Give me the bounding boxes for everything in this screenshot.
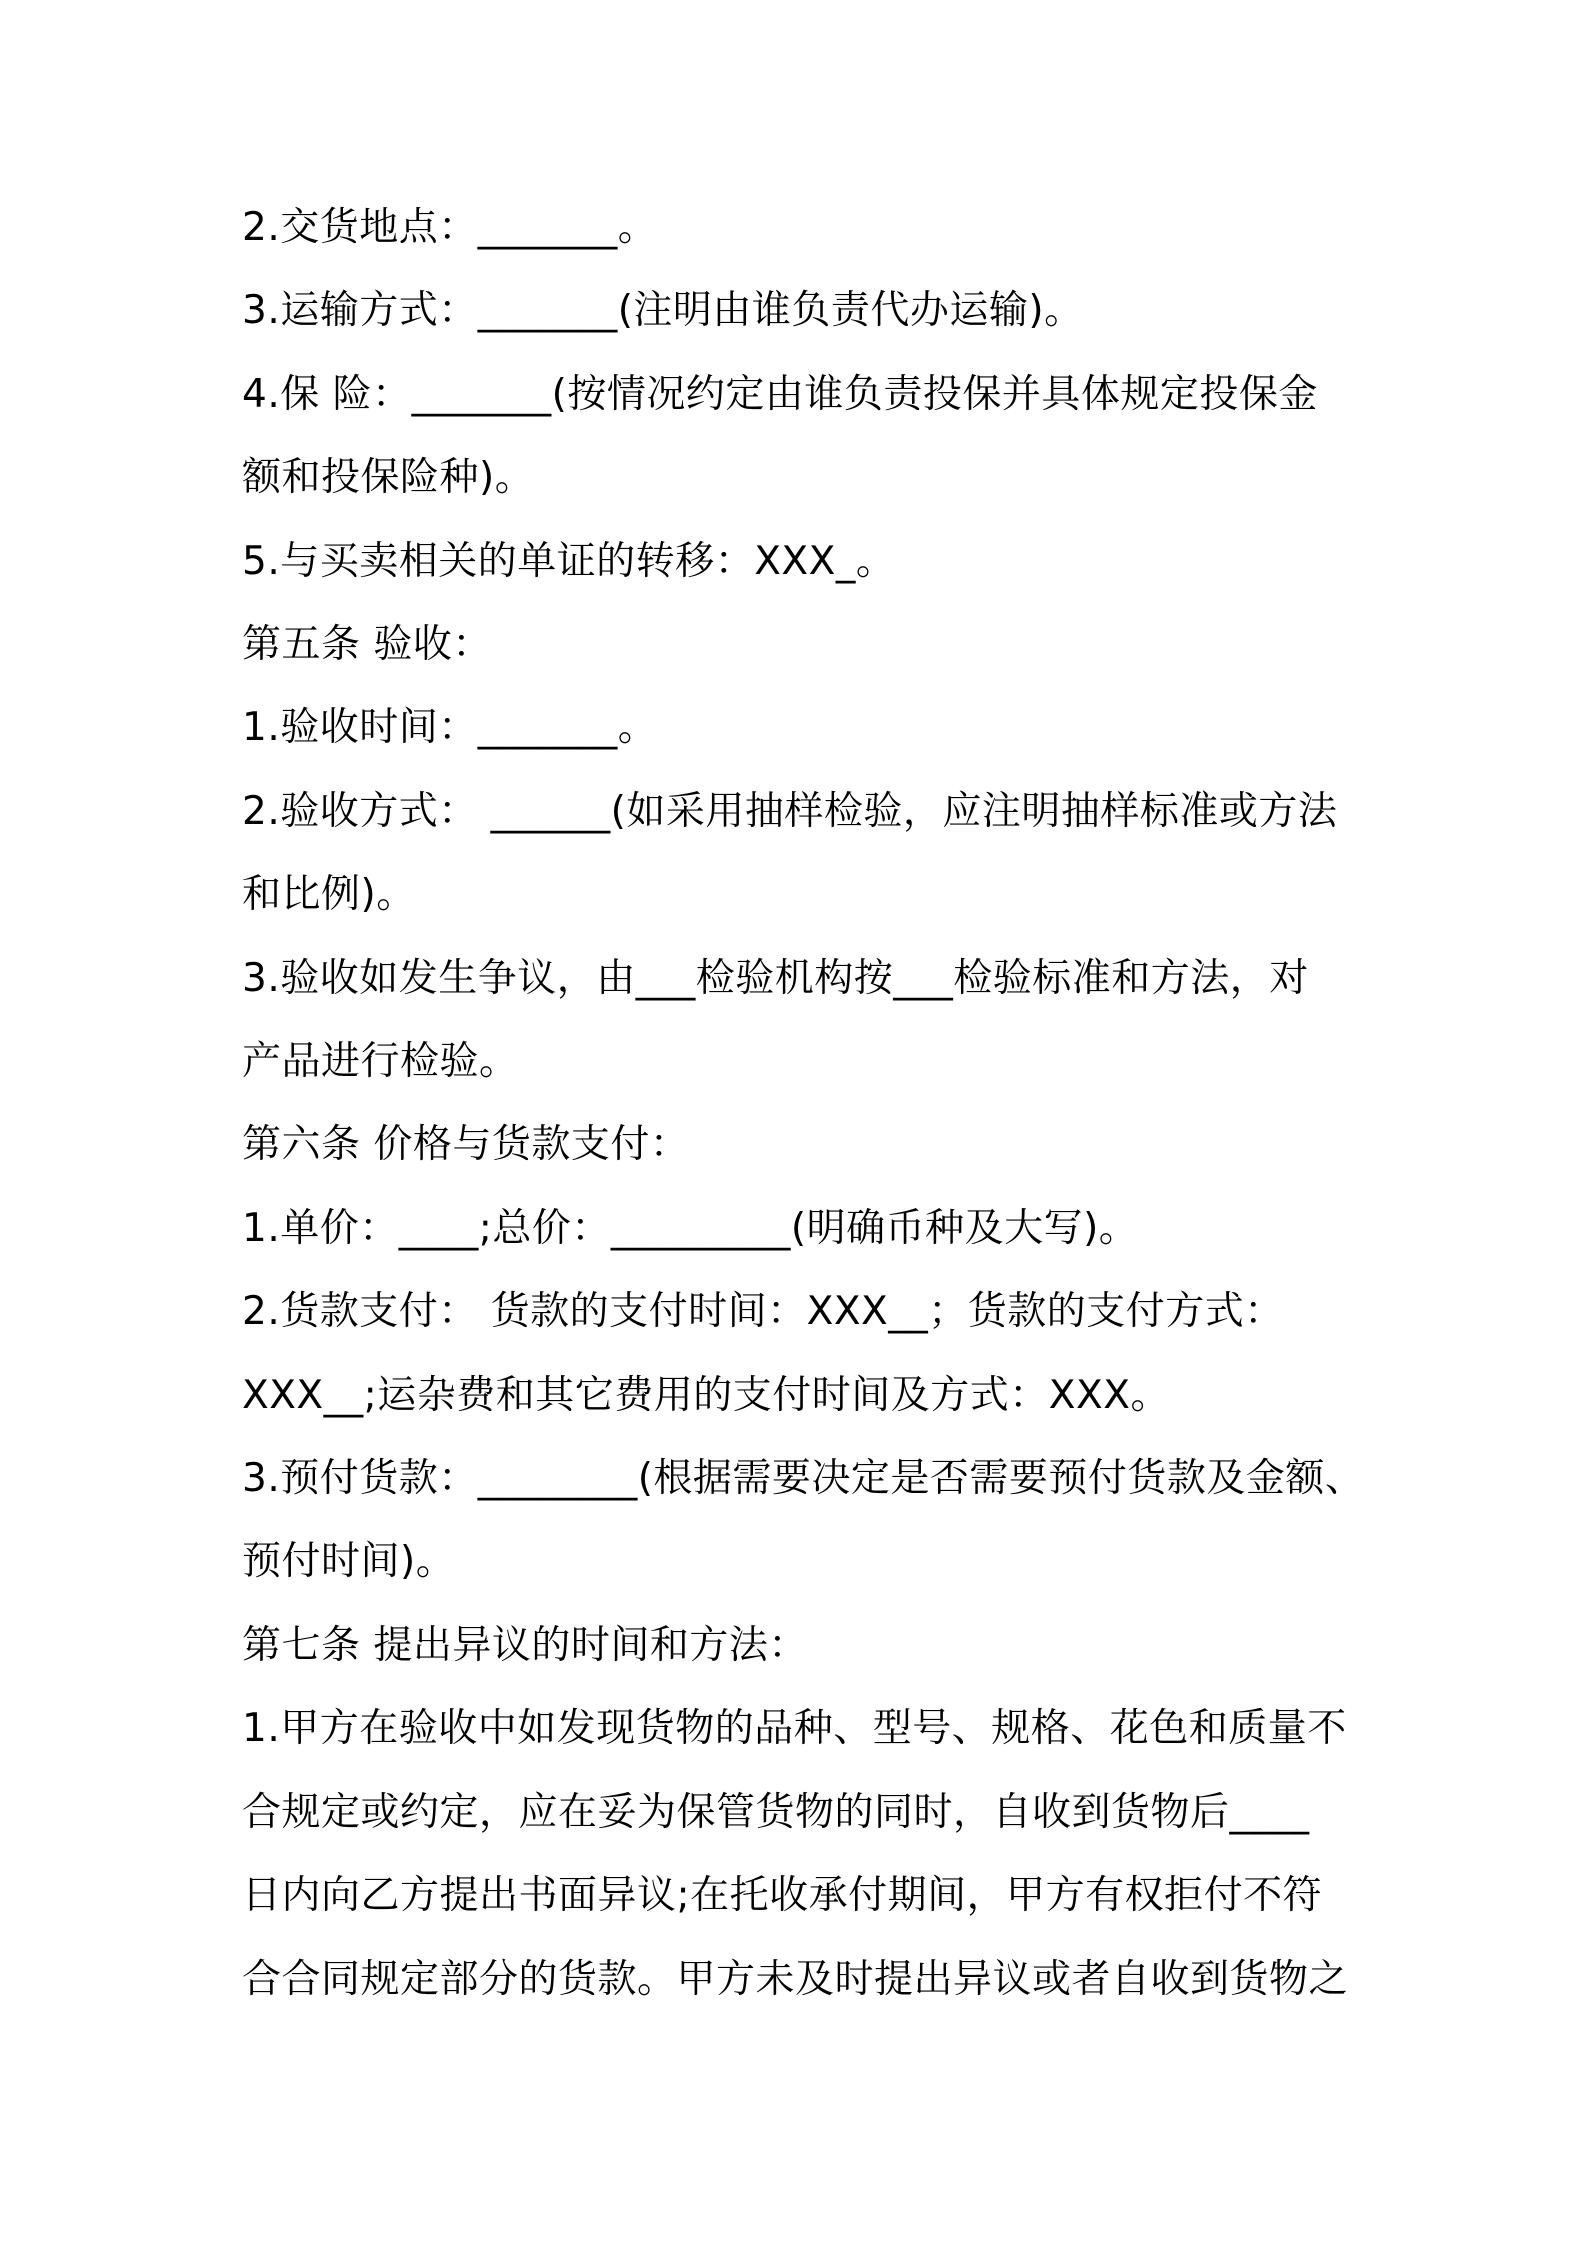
- clause-7-item-1-objection-line-4: 合合同规定部分的货款。甲方未及时提出异议或者自收到货物之: [242, 1957, 1349, 2002]
- clause-7-heading: 第七条 提出异议的时间和方法：: [242, 1623, 808, 1668]
- clause-6-item-3-prepayment-continued: 预付时间)。: [242, 1539, 456, 1584]
- clause-6-item-3-prepayment: 3.预付货款：________(根据需要决定是否需要预付货款及金额、: [242, 1456, 1365, 1501]
- clause-6-item-2-payment: 2.货款支付： 货款的支付时间：XXX__；货款的支付方式：: [242, 1289, 1284, 1334]
- clause-4-item-4-insurance-continued: 额和投保险种)。: [242, 455, 535, 500]
- clause-6-item-1-price: 1.单价：____;总价：_________(明确币种及大写)。: [242, 1206, 1139, 1251]
- clause-4-item-5-documents-transfer: 5.与买卖相关的单证的转移：XXX_。: [242, 539, 896, 584]
- clause-4-item-4-insurance: 4.保 险：_______(按情况约定由谁负责投保并具体规定投保金: [242, 372, 1318, 417]
- clause-4-item-2-delivery-location: 2.交货地点：_______。: [242, 205, 658, 250]
- clause-5-item-3-dispute-continued: 产品进行检验。: [242, 1039, 519, 1084]
- clause-4-item-3-transport-method: 3.运输方式：_______(注明由谁负责代办运输)。: [242, 288, 1084, 333]
- clause-7-item-1-objection-line-2: 合规定或约定，应在妥为保管货物的同时，自收到货物后____: [242, 1790, 1310, 1835]
- clause-6-heading: 第六条 价格与货款支付：: [242, 1122, 690, 1167]
- clause-7-item-1-objection: 1.甲方在验收中如发现货物的品种、型号、规格、花色和质量不: [242, 1706, 1347, 1751]
- clause-5-item-2-inspection-method-continued: 和比例)。: [242, 872, 416, 917]
- clause-6-item-2-payment-continued: XXX__;运杂费和其它费用的支付时间及方式：XXX。: [242, 1373, 1170, 1418]
- clause-7-item-1-objection-line-3: 日内向乙方提出书面异议;在托收承付期间，甲方有权拒付不符: [242, 1873, 1323, 1918]
- clause-5-heading: 第五条 验收：: [242, 622, 492, 667]
- clause-5-item-2-inspection-method: 2.验收方式： ______(如采用抽样检验，应注明抽样标准或方法: [242, 789, 1338, 834]
- clause-5-item-3-dispute: 3.验收如发生争议，由___检验机构按___检验标准和方法，对: [242, 956, 1309, 1001]
- clause-5-item-1-inspection-time: 1.验收时间：_______。: [242, 705, 658, 750]
